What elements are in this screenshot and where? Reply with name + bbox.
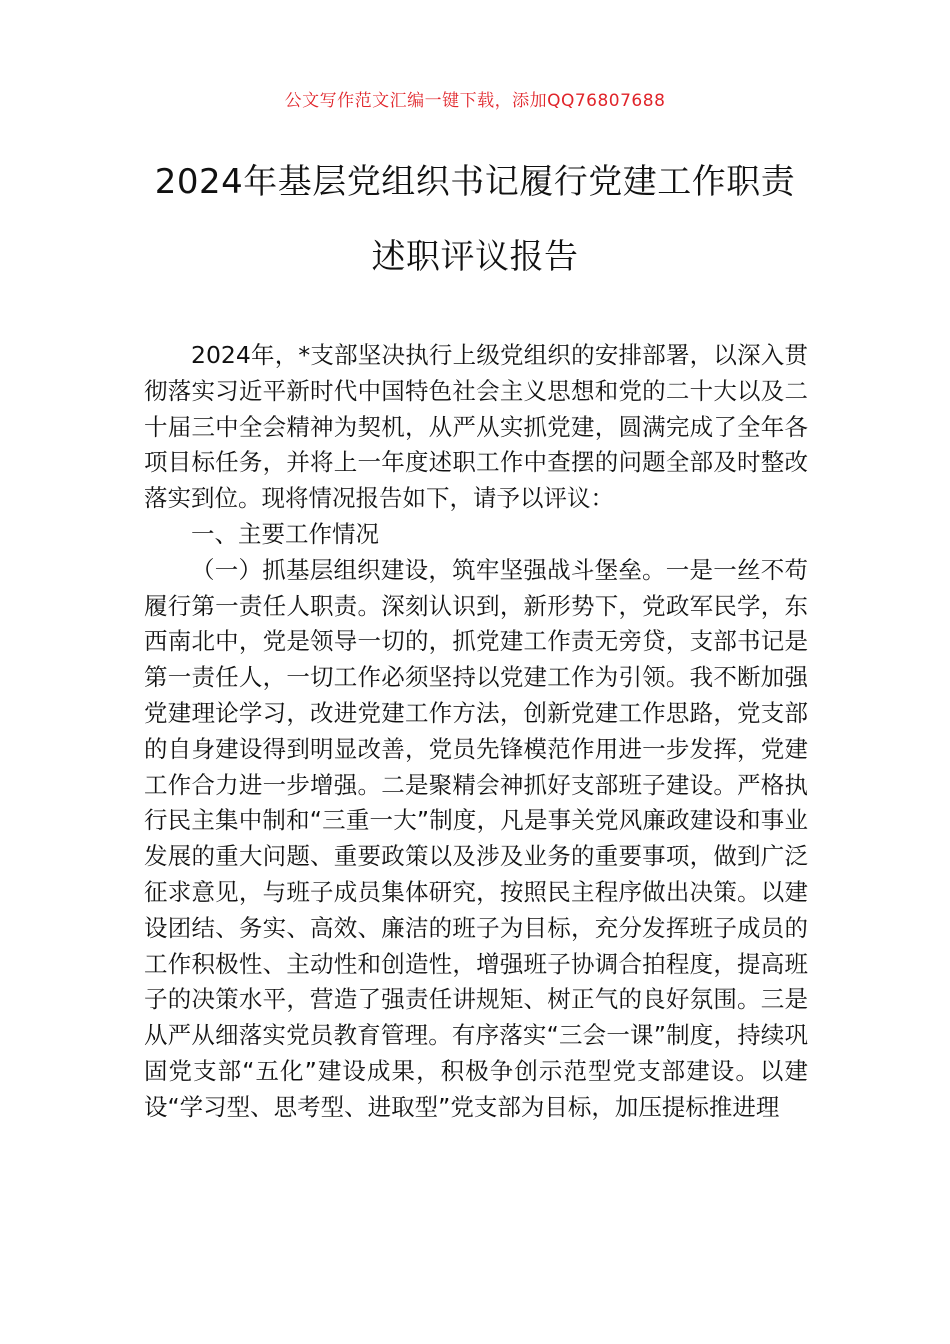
header-download-note: 公文写作范文汇编一键下载，添加QQ76807688 <box>284 91 666 111</box>
document-title-line-2: 述职评议报告 <box>371 237 579 277</box>
paragraph-organization-building: （一）抓基层组织建设，筑牢坚强战斗堡垒。一是一丝不苟履行第一责任人职责。深刻认识到，新形势下，党政军民学，东西南北中，党是领导一切的，抓党建工作责无旁贷，支部书记是第一责任人，一切工作必须坚持以党建工作为引领。我不断加强党建理论学习，改进党建工作方法，创新党建工作思路，党支部的自身建设得到明显改善，党员先锋模范作用进一步发挥，党建工作合力进一步增强。二是聚精会神抓好支部班子建设。严格执行民主集中制和“三重一大”制度，凡是事关党风廉政建设和事业发展的重大问题、重要政策以及涉及业务的重要事项，做到广泛征求意见，与班子成员集体研究，按照民主程序做出决策。以建设团结、务实、高效、廉洁的班子为目标，充分发挥班子成员的工作积极性、主动性和创造性，增强班子协调合拍程度，提高班子的决策水平，营造了强责任讲规矩、树正气的良好氛围。三是从严从细落实党员教育管理。有序落实“三会一课”制度，持续巩固党支部“五化”建设成果，积极争创示范型党支部建设。以建设“学习型、思考型、进取型”党支部为目标，加压提标推进理 <box>144 555 808 1121</box>
document-body <box>144 338 808 1126</box>
paragraph-intro: 2024年，*支部坚决执行上级党组织的安排部署，以深入贯彻落实习近平新时代中国特色社会主义思想和党的二十大以及二十届三中全会精神为契机，从严从实抓党建，圆满完成了全年各项目标任务，并将上一年度述职工作中查摆的问题全部及时整改落实到位。现将情况报告如下，请予以评议： <box>144 341 808 513</box>
document-title-line-1: 2024年基层党组织书记履行党建工作职责 <box>154 162 796 202</box>
section-heading-main-work: 一、主要工作情况 <box>191 519 379 548</box>
